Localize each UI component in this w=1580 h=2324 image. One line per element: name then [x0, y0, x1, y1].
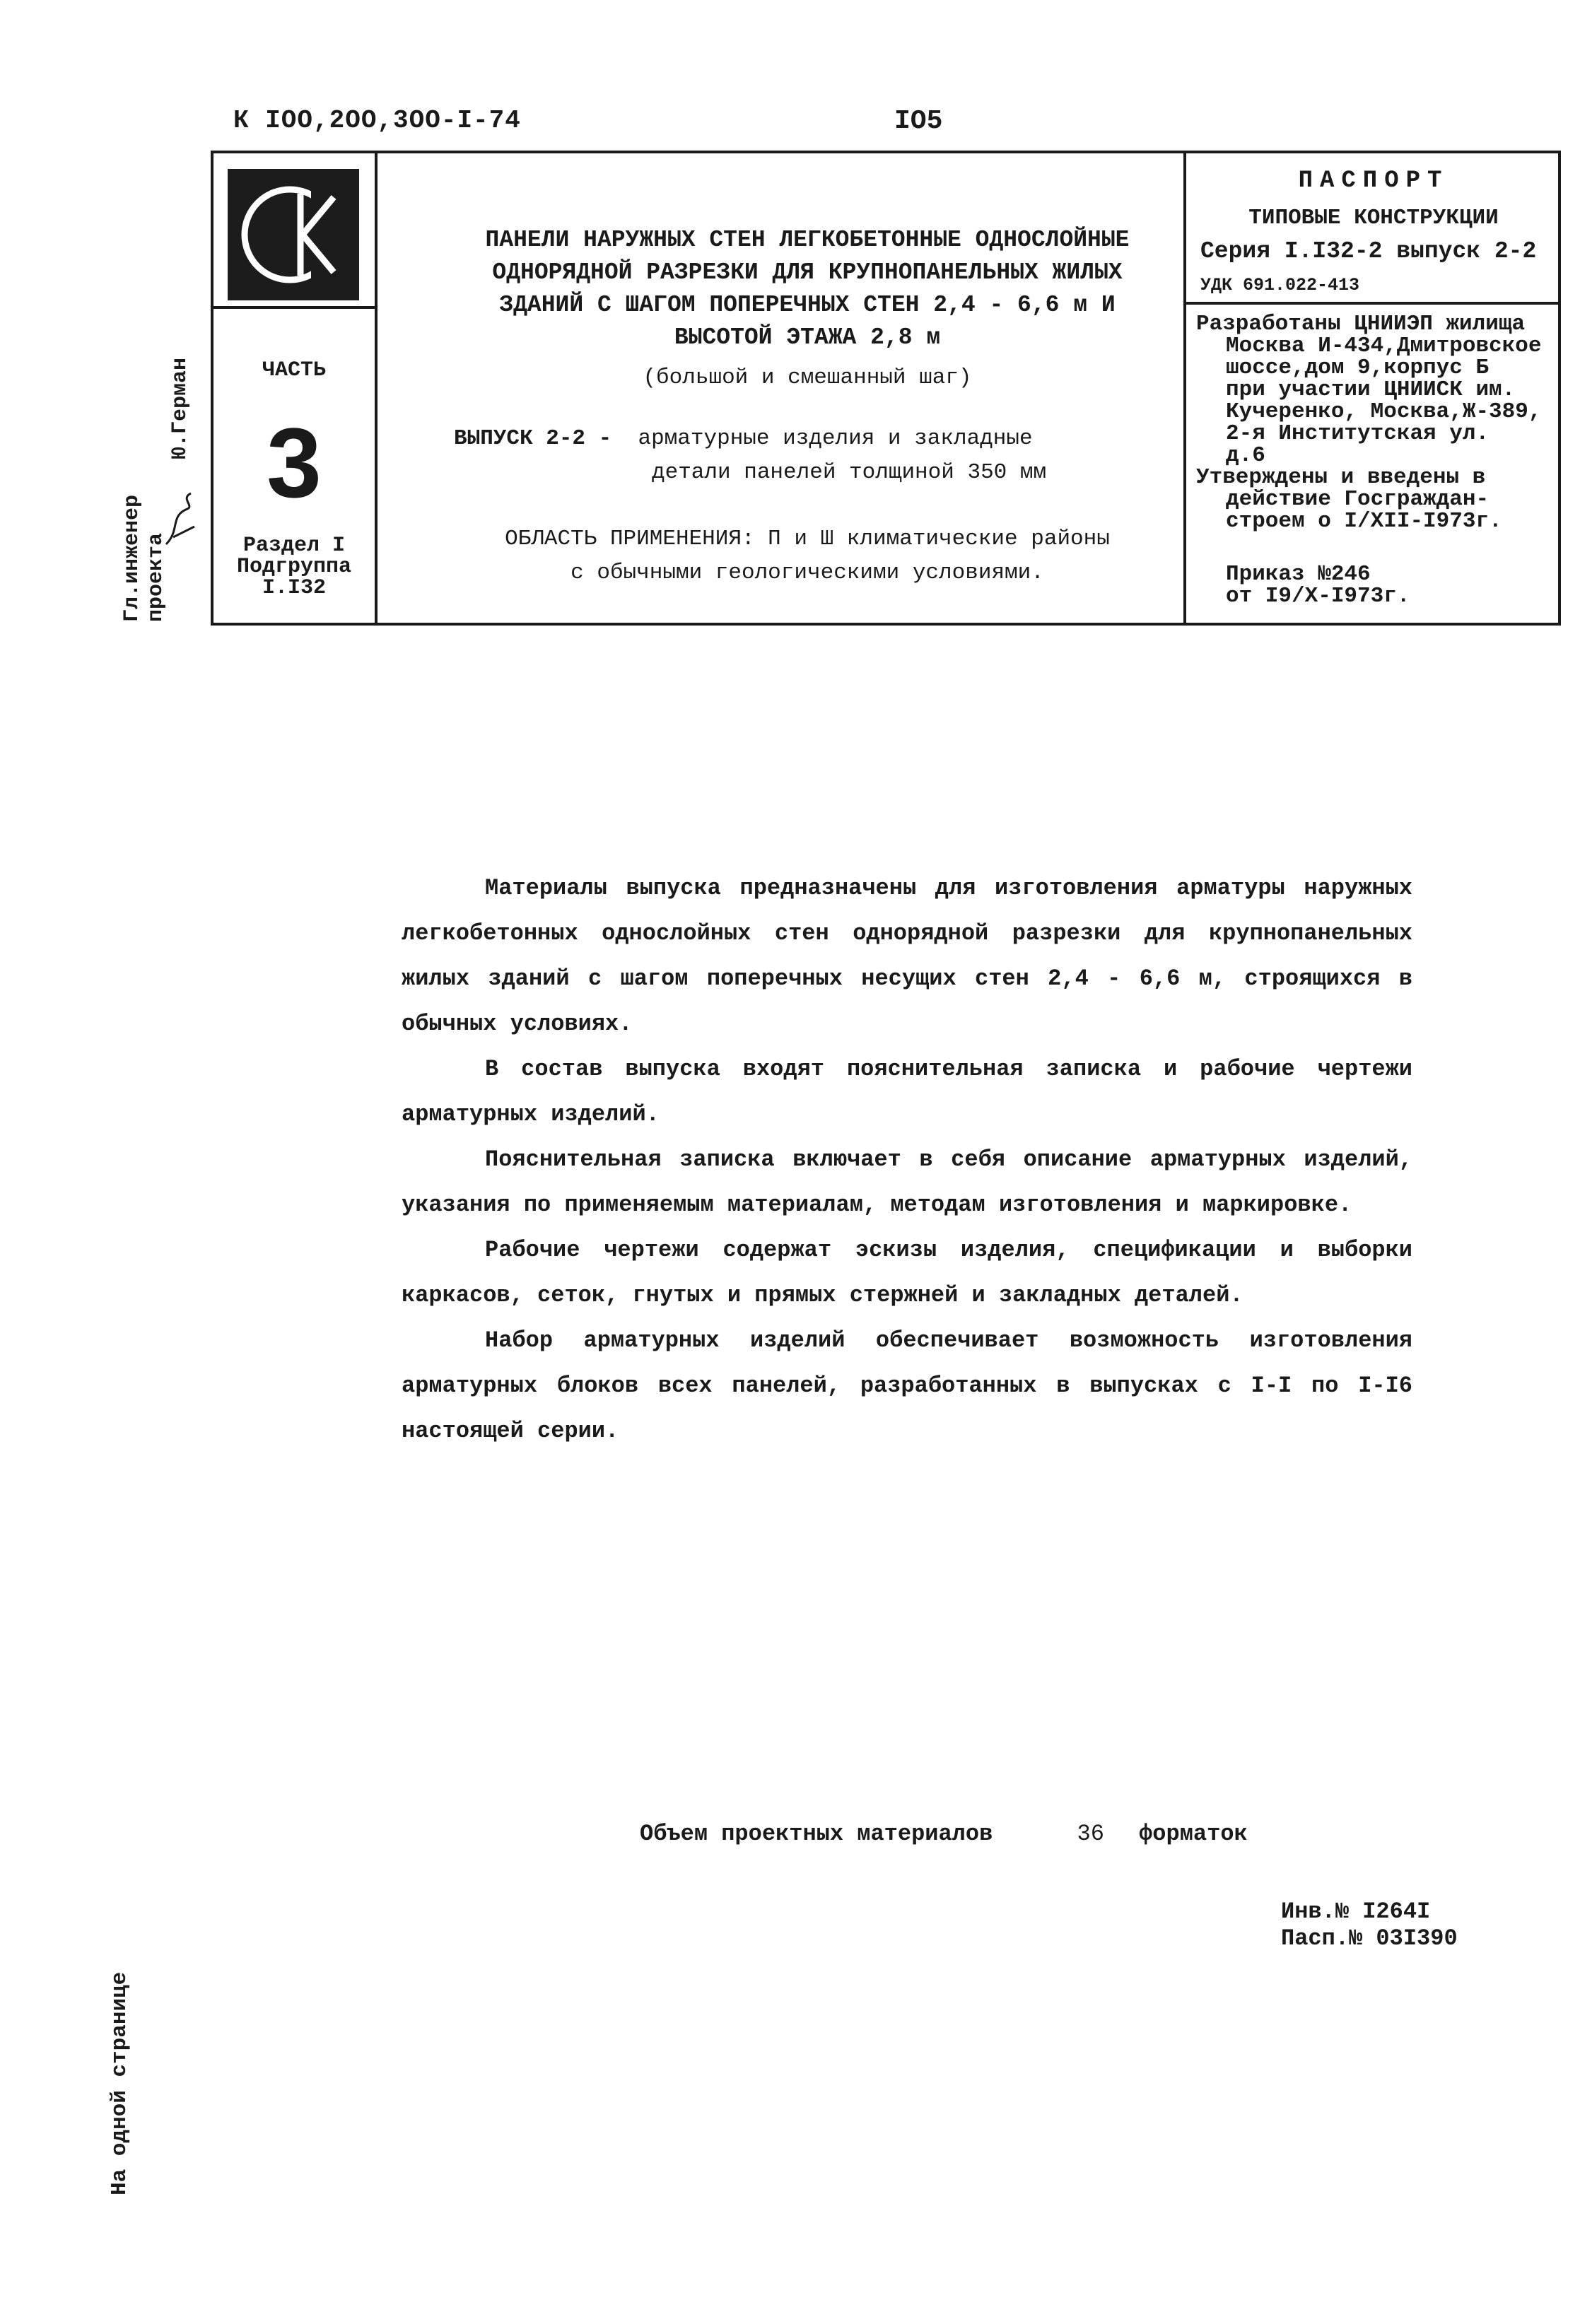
- passport-title: ПАСПОРТ: [1298, 168, 1449, 194]
- page-number: IО5: [894, 106, 943, 136]
- developer-line: шоссе,дом 9,корпус Б: [1226, 356, 1490, 380]
- issue-text: детали панелей толщиной 350 мм: [652, 460, 1047, 485]
- body-text: [402, 866, 1412, 1454]
- signature-name: Ю.Герман: [168, 357, 192, 459]
- title-line: ПАНЕЛИ НАРУЖНЫХ СТЕН ЛЕГКОБЕТОННЫЕ ОДНОСЛОЙНЫЕ: [485, 227, 1130, 253]
- divider: [213, 306, 375, 309]
- stamp-right-column: [1183, 153, 1561, 623]
- volume-label: Объем проектных материалов: [640, 1821, 993, 1847]
- developer-info: [1196, 313, 1558, 532]
- passport-series: Серия I.I32-2 выпуск 2-2: [1200, 238, 1537, 264]
- order-line: от I9/X-I973г.: [1226, 584, 1410, 609]
- volume-number: 36: [1077, 1821, 1104, 1847]
- inventory-info: [1281, 1898, 1458, 1952]
- approved-line: действие Госграждан-: [1226, 487, 1490, 512]
- developer-line: 2-я Институтская ул.: [1226, 421, 1490, 446]
- order-info: [1226, 563, 1410, 607]
- issue-text: арматурные изделия и закладные: [638, 426, 1033, 451]
- part-number: 3: [267, 407, 322, 518]
- paragraph: В состав выпуска входят пояснительная записка и рабочие чертежи арматурных изделий.: [402, 1056, 1412, 1127]
- approved-line: Утверждены и введены в: [1196, 465, 1486, 490]
- developer-line: Кучеренко, Москва,Ж-389,: [1226, 399, 1542, 424]
- title-stamp: [211, 151, 1561, 626]
- handwritten-signature-icon: [159, 488, 201, 555]
- passport-udk: УДК 691.022-413: [1200, 275, 1360, 295]
- paragraph: Пояснительная записка включает в себя описание арматурных изделий, указания по применяемым материалам, методам изготовления и маркировке.: [402, 1146, 1412, 1218]
- developer-line: Разработаны ЦНИИЭП жилища: [1196, 312, 1526, 336]
- area-line: с обычными геологическими условиями.: [570, 561, 1044, 585]
- section-line: Подгруппа: [236, 555, 352, 579]
- section-line: I.I32: [262, 576, 326, 600]
- developer-line: при участии ЦНИИСК им.: [1226, 377, 1516, 402]
- title-line: ОДНОРЯДНОЙ РАЗРЕЗКИ ДЛЯ КРУПНОПАНЕЛЬНЫХ ЖИЛЫХ: [492, 259, 1123, 286]
- developer-line: д.6: [1226, 443, 1265, 468]
- paragraph: Рабочие чертежи содержат эскизы изделия, спецификации и выборки каркасов, сеток, гнутых и прямых стержней и закладных деталей.: [402, 1237, 1412, 1308]
- document-subtitle: (большой и смешанный шаг): [643, 365, 972, 390]
- signature-role: Гл.инженер: [120, 494, 144, 622]
- section-info: [213, 535, 375, 599]
- paragraph: Набор арматурных изделий обеспечивает возможность изготовления арматурных блоков всех панелей, разработанных в выпусках с I-I по I-I6 настоящей серии.: [402, 1327, 1412, 1444]
- title-line: ЗДАНИЙ С ШАГОМ ПОПЕРЕЧНЫХ СТЕН 2,4 - 6,6 м И: [499, 292, 1116, 318]
- side-note: На одной странице: [107, 1971, 132, 2195]
- volume-unit: форматок: [1139, 1821, 1248, 1847]
- inventory-number: Инв.№ I264I: [1281, 1898, 1431, 1925]
- passport-type: ТИПОВЫЕ КОНСТРУКЦИИ: [1248, 206, 1499, 230]
- developer-line: Москва И-434,Дмитровское: [1226, 334, 1542, 358]
- issue-info: [454, 422, 1161, 490]
- part-label: ЧАСТЬ: [262, 358, 326, 382]
- area-line: ОБЛАСТЬ ПРИМЕНЕНИЯ: П и Ш климатические районы: [505, 527, 1110, 551]
- paragraph: Материалы выпуска предназначены для изготовления арматуры наружных легкобетонных однослойных стен однорядной разрезки для крупнопанельных жилых зданий с шагом поперечных несущих стен 2,4 - 6,6 м, строящихся в обычных условиях.: [402, 875, 1412, 1037]
- order-line: Приказ №246: [1226, 562, 1371, 587]
- approved-line: строем о I/XII-I973г.: [1226, 509, 1502, 534]
- application-area: [454, 522, 1161, 590]
- document-title: [454, 224, 1161, 354]
- signature-role: проекта: [144, 532, 168, 622]
- document-code: К IОО,2ОО,3ОО-I-74: [233, 106, 521, 135]
- volume-line: [640, 1821, 1248, 1847]
- series-logo-icon: [228, 169, 359, 300]
- section-line: Раздел I: [242, 534, 346, 558]
- issue-label: ВЫПУСК 2-2 -: [454, 426, 612, 451]
- divider: [1186, 302, 1561, 305]
- title-line: ВЫСОТОЙ ЭТАЖА 2,8 м: [674, 324, 941, 351]
- passport-number: Пасп.№ 03I390: [1281, 1925, 1458, 1952]
